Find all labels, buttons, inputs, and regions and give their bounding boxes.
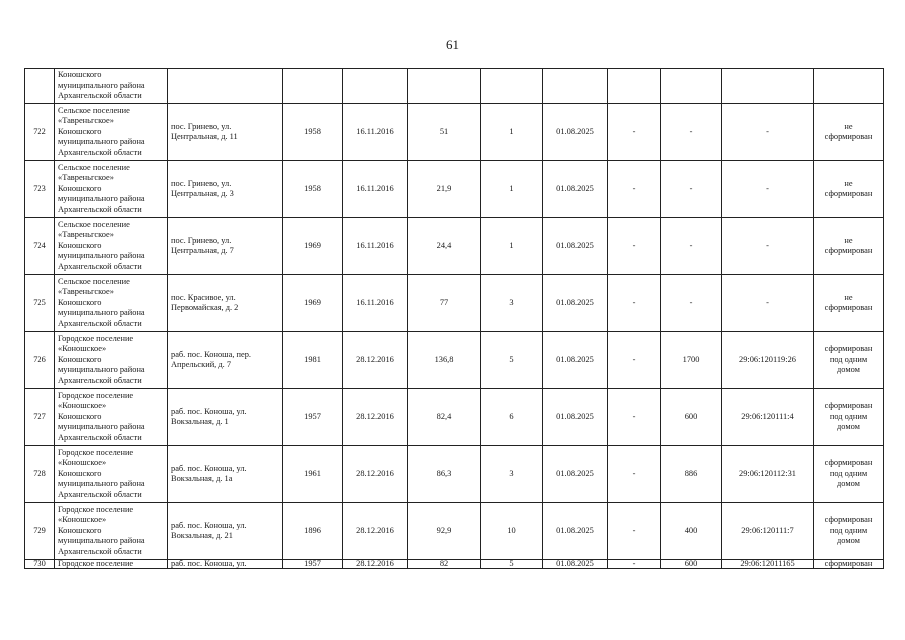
cell-residents: 10 [481,503,543,560]
cell-col-9: - [608,560,661,569]
cell-settlement: Сельское поселение «Тавреньгское» Коношского муниципального района Архангельской области [55,104,168,161]
cell-resettlement-deadline: 01.08.2025 [543,104,608,161]
cell-year [283,69,343,104]
cell-settlement: Городское поселение «Коношское» Коношского муниципального района Архангельской области [55,389,168,446]
table-row [25,161,884,218]
table-row [25,218,884,275]
cell-land-area: 886 [661,446,722,503]
cell-area: 92,9 [408,503,481,560]
cell-address: раб. пос. Коноша, ул. Вокзальная, д. 1а [168,446,283,503]
cell-land-status: сформирован под одним домом [814,389,884,446]
cell-land-status: не сформирован [814,275,884,332]
cell-resettlement-deadline: 01.08.2025 [543,218,608,275]
cell-recognition-date: 16.11.2016 [343,161,408,218]
cell-resettlement-deadline: 01.08.2025 [543,161,608,218]
cell-area: 82,4 [408,389,481,446]
cell-number: 730 [25,560,55,569]
cell-recognition-date: 28.12.2016 [343,389,408,446]
cell-address: пос. Гринево, ул. Центральная, д. 7 [168,218,283,275]
cell-area: 21,9 [408,161,481,218]
cell-year: 1957 [283,389,343,446]
cell-land-area: - [661,104,722,161]
cell-year: 1981 [283,332,343,389]
table-row [25,446,884,503]
cell-number: 723 [25,161,55,218]
cell-land-status: не сформирован [814,104,884,161]
cell-col-9: - [608,503,661,560]
cell-address: раб. пос. Коноша, ул. Вокзальная, д. 21 [168,503,283,560]
cell-number: 724 [25,218,55,275]
cell-residents: 1 [481,161,543,218]
table-row [25,69,884,104]
cell-col-9: - [608,218,661,275]
cell-land-status: сформирован под одним домом [814,332,884,389]
table-row [25,503,884,560]
cell-year: 1958 [283,104,343,161]
page-number: 61 [446,37,459,52]
cell-cadastral-number: - [722,218,814,275]
cell-col-9 [608,69,661,104]
cell-address: раб. пос. Коноша, ул. Вокзальная, д. 1 [168,389,283,446]
cell-land-status: не сформирован [814,161,884,218]
cell-recognition-date: 28.12.2016 [343,332,408,389]
cell-settlement: Коношского муниципального района Архангельской области [55,69,168,104]
cell-land-status [814,69,884,104]
cell-residents: 3 [481,446,543,503]
cell-area: 86,3 [408,446,481,503]
cell-residents: 5 [481,332,543,389]
cell-number: 727 [25,389,55,446]
cell-number: 725 [25,275,55,332]
cell-cadastral-number: 29:06:120119:26 [722,332,814,389]
cell-settlement: Сельское поселение «Тавреньгское» Коношского муниципального района Архангельской области [55,275,168,332]
cell-cadastral-number: 29:06:120111:4 [722,389,814,446]
cell-year: 1896 [283,503,343,560]
cell-cadastral-number [722,69,814,104]
cell-settlement: Городское поселение «Коношское» Коношского муниципального района Архангельской области [55,332,168,389]
cell-year: 1961 [283,446,343,503]
cell-number: 726 [25,332,55,389]
table-row [25,104,884,161]
cell-settlement: Городское поселение [55,560,168,569]
cell-land-area: 600 [661,389,722,446]
cell-area: 51 [408,104,481,161]
table-row [25,389,884,446]
cell-area [408,69,481,104]
cell-cadastral-number: - [722,161,814,218]
cell-land-status: сформирован [814,560,884,569]
cell-recognition-date: 28.12.2016 [343,503,408,560]
cell-residents: 1 [481,104,543,161]
cell-col-9: - [608,332,661,389]
cell-recognition-date: 28.12.2016 [343,560,408,569]
cell-address: пос. Гринево, ул. Центральная, д. 11 [168,104,283,161]
cell-col-9: - [608,104,661,161]
cell-number: 729 [25,503,55,560]
cell-resettlement-deadline: 01.08.2025 [543,332,608,389]
cell-land-status: сформирован под одним домом [814,503,884,560]
cell-col-9: - [608,446,661,503]
cell-year: 1957 [283,560,343,569]
cell-number: 728 [25,446,55,503]
cell-land-status: сформирован под одним домом [814,446,884,503]
cell-area: 77 [408,275,481,332]
table-row [25,332,884,389]
cell-residents: 3 [481,275,543,332]
cell-settlement: Сельское поселение «Тавреньгское» Коношского муниципального района Архангельской области [55,161,168,218]
cell-year: 1958 [283,161,343,218]
cell-area: 136,8 [408,332,481,389]
cell-residents: 6 [481,389,543,446]
cell-land-area: - [661,275,722,332]
cell-area: 24,4 [408,218,481,275]
cell-residents: 5 [481,560,543,569]
cell-year: 1969 [283,218,343,275]
cell-resettlement-deadline: 01.08.2025 [543,503,608,560]
cell-recognition-date: 28.12.2016 [343,446,408,503]
cell-cadastral-number: - [722,104,814,161]
cell-col-9: - [608,389,661,446]
cell-address: пос. Красивое, ул. Первомайская, д. 2 [168,275,283,332]
cell-col-9: - [608,161,661,218]
cell-recognition-date [343,69,408,104]
cell-number: 722 [25,104,55,161]
cell-resettlement-deadline: 01.08.2025 [543,446,608,503]
cell-address: раб. пос. Коноша, ул. [168,560,283,569]
cell-land-area: 1700 [661,332,722,389]
cell-address: пос. Гринево, ул. Центральная, д. 3 [168,161,283,218]
cell-address [168,69,283,104]
cell-col-9: - [608,275,661,332]
cell-land-area [661,69,722,104]
cell-cadastral-number: - [722,275,814,332]
cell-address: раб. пос. Коноша, пер. Апрельский, д. 7 [168,332,283,389]
cell-resettlement-deadline [543,69,608,104]
cell-land-area: - [661,161,722,218]
cell-recognition-date: 16.11.2016 [343,218,408,275]
cell-residents: 1 [481,218,543,275]
cell-resettlement-deadline: 01.08.2025 [543,275,608,332]
cell-land-area: - [661,218,722,275]
cell-recognition-date: 16.11.2016 [343,275,408,332]
table-row [25,560,884,569]
cell-land-status: не сформирован [814,218,884,275]
cell-land-area: 600 [661,560,722,569]
cell-cadastral-number: 29:06:120112:31 [722,446,814,503]
cell-number [25,69,55,104]
cell-year: 1969 [283,275,343,332]
housing-registry-table [24,68,884,569]
cell-residents [481,69,543,104]
cell-settlement: Сельское поселение «Тавреньгское» Коношского муниципального района Архангельской области [55,218,168,275]
cell-area: 82 [408,560,481,569]
cell-resettlement-deadline: 01.08.2025 [543,560,608,569]
table-row [25,275,884,332]
cell-cadastral-number: 29:06:120111:7 [722,503,814,560]
cell-resettlement-deadline: 01.08.2025 [543,389,608,446]
cell-settlement: Городское поселение «Коношское» Коношского муниципального района Архангельской области [55,446,168,503]
cell-land-area: 400 [661,503,722,560]
table-body [25,69,884,569]
cell-settlement: Городское поселение «Коношское» Коношского муниципального района Архангельской области [55,503,168,560]
cell-recognition-date: 16.11.2016 [343,104,408,161]
cell-cadastral-number: 29:06:12011165 [722,560,814,569]
